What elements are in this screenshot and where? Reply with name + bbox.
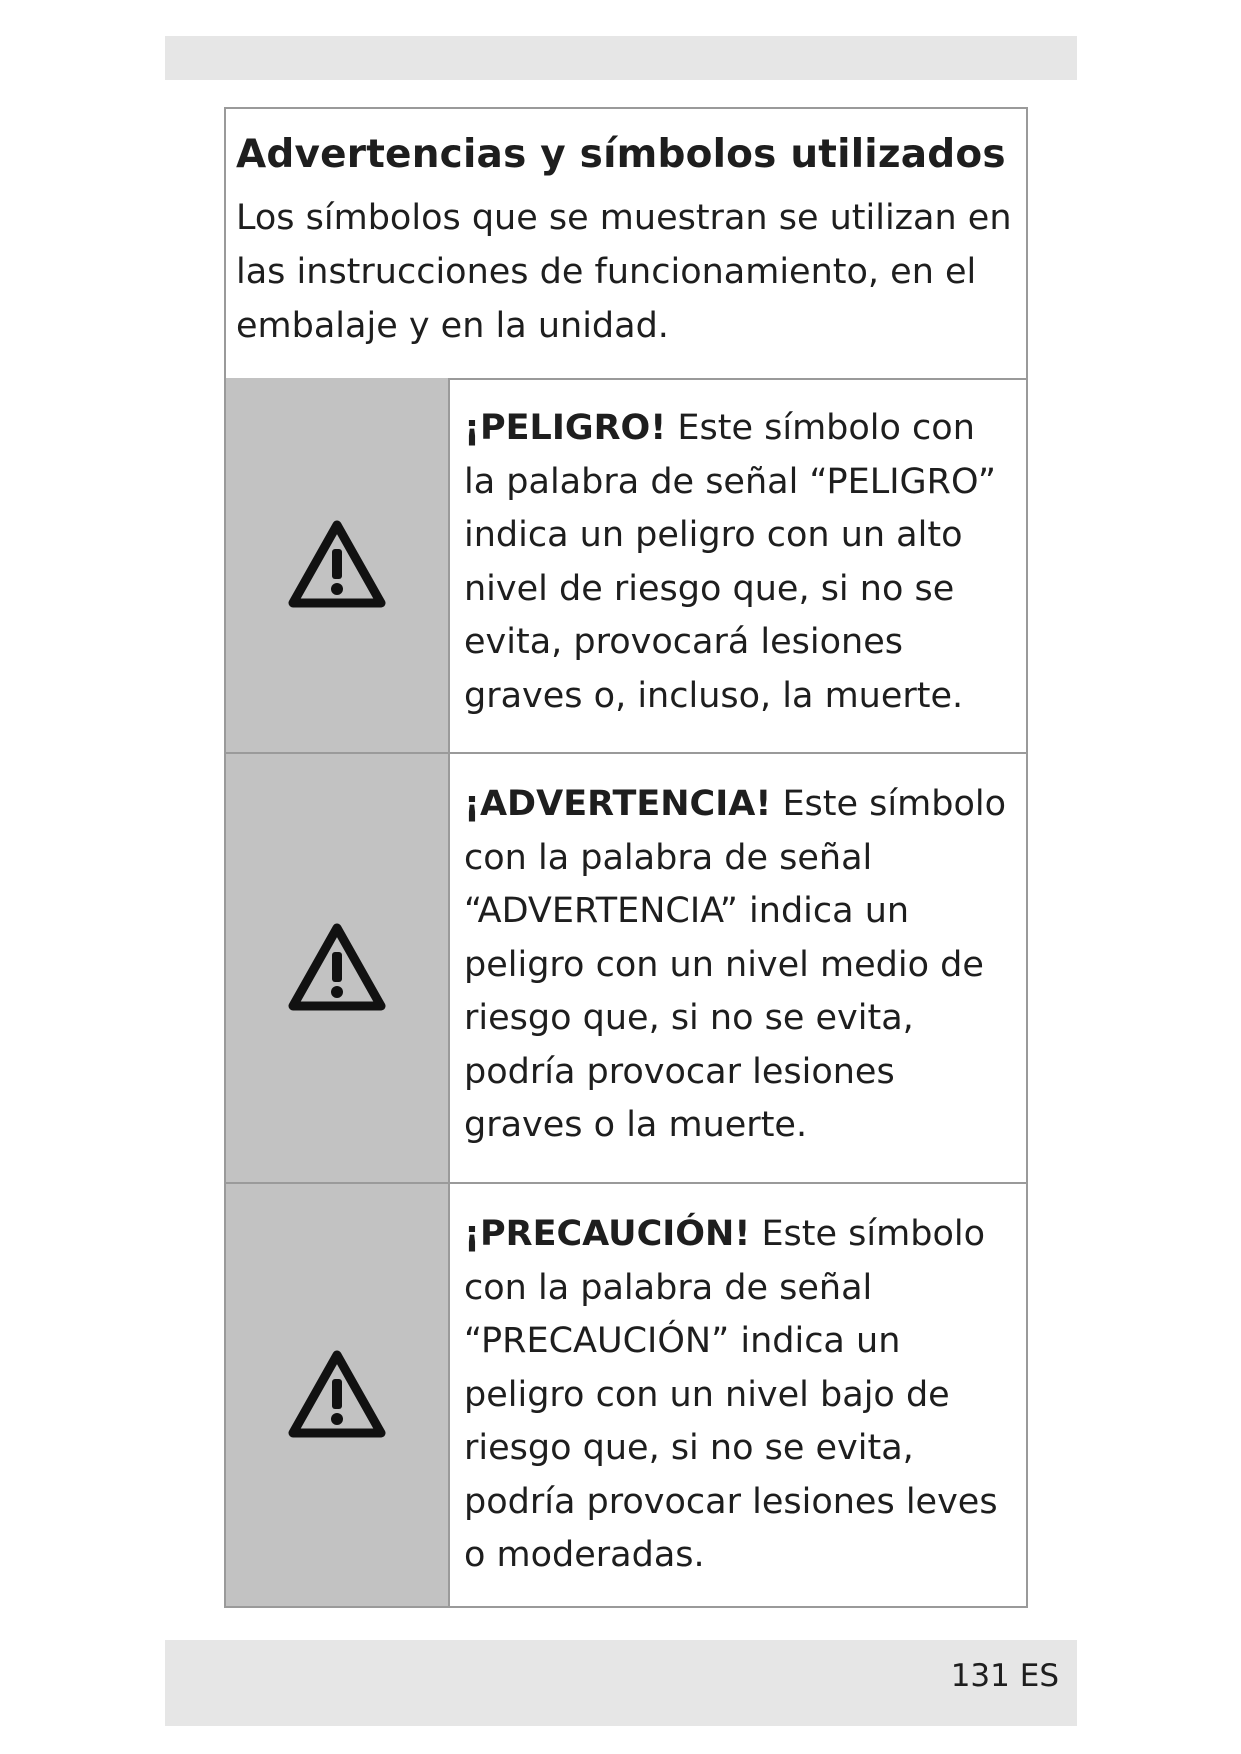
section-title: Advertencias y símbolos utilizados — [236, 132, 1006, 177]
warning-body: Este símbolo con la palabra de señal “PELIGRO” indica un peligro con un alto nivel de riesgo que, si no se evita, provocará lesiones graves o, incluso, la muerte. — [464, 408, 997, 716]
page-number: 131 ES — [950, 1658, 1059, 1694]
warning-row-danger — [226, 378, 1026, 754]
warning-row-precaucion — [226, 1184, 1026, 1606]
warning-triangle-icon — [287, 922, 387, 1014]
warning-heading: ¡ADVERTENCIA! — [464, 784, 772, 824]
warnings-table — [224, 107, 1028, 1608]
warning-triangle-icon — [287, 519, 387, 611]
header-band — [165, 36, 1077, 80]
intro-section — [226, 109, 1026, 380]
warning-text — [450, 1184, 1026, 1606]
warning-body: Este símbolo con la palabra de señal “ADVERTENCIA” indica un peligro con un nivel medio de riesgo que, si no se evita, podría provocar lesiones graves o la muerte. — [464, 784, 1006, 1145]
intro-text: Los símbolos que se muestran se utilizan en las instrucciones de funcionamiento, en el embalaje y en la unidad. — [236, 198, 1012, 346]
icon-cell — [226, 378, 450, 752]
warning-triangle-icon — [287, 1349, 387, 1441]
warning-row-advertencia — [226, 754, 1026, 1184]
warning-text — [450, 378, 1026, 752]
warning-text — [450, 754, 1026, 1182]
icon-cell — [226, 754, 450, 1182]
warning-heading: ¡PRECAUCIÓN! — [464, 1214, 751, 1254]
footer-band — [165, 1640, 1077, 1726]
warning-body: Este símbolo con la palabra de señal “PRECAUCIÓN” indica un peligro con un nivel bajo de riesgo que, si no se evita, podría provocar lesiones leves o moderadas. — [464, 1214, 998, 1575]
warning-heading: ¡PELIGRO! — [464, 408, 667, 448]
icon-cell — [226, 1184, 450, 1606]
